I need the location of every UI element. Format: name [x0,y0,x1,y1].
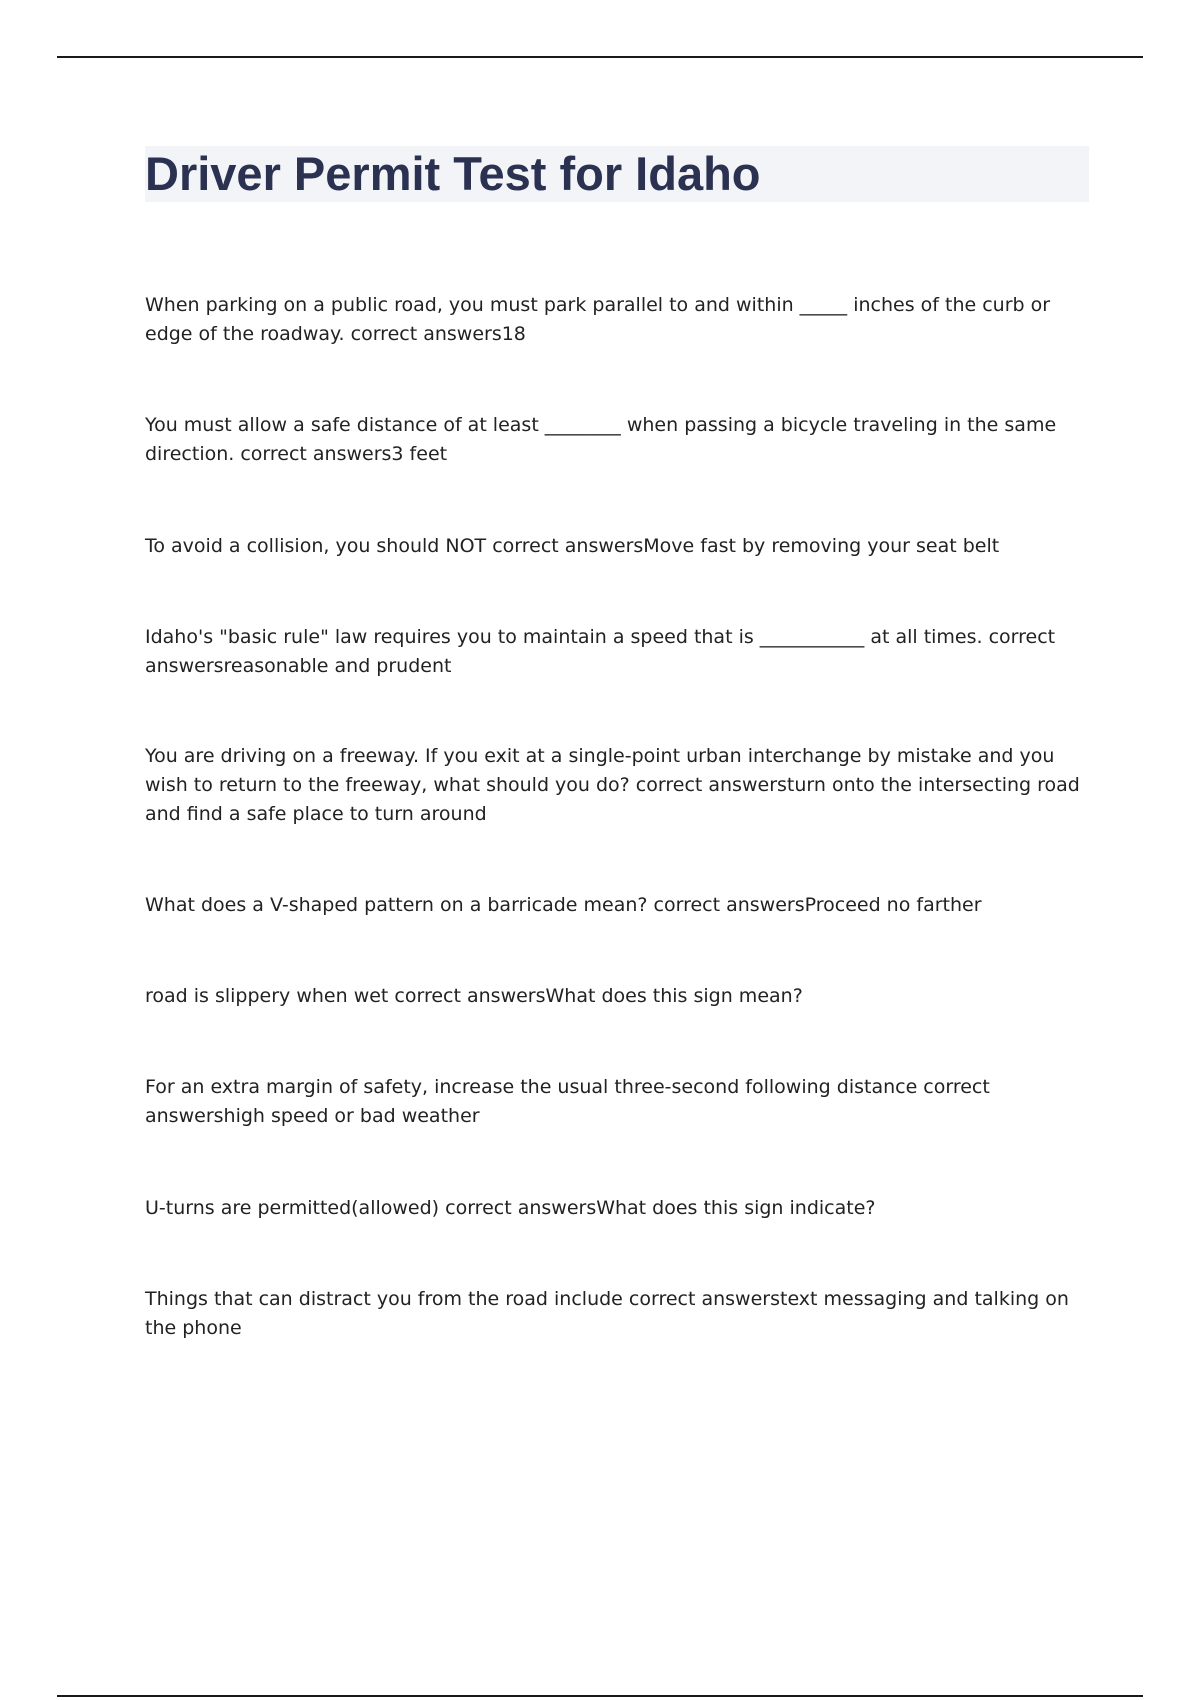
qa-item-3: To avoid a collision, you should NOT correct answersMove fast by removing your seat belt [145,535,1000,557]
qa-item-7: road is slippery when wet correct answersWhat does this sign mean? [145,985,803,1007]
qa-item-5: You are driving on a freeway. If you exit at a single-point urban interchange by mistake and you wish to return to the freeway, what should you do? correct answersturn onto the intersecting road and find a safe place to turn around [145,745,1080,825]
qa-item-9: U-turns are permitted(allowed) correct answersWhat does this sign indicate? [145,1197,876,1219]
bottom-rule [57,1695,1143,1697]
qa-item-8: For an extra margin of safety, increase the usual three-second following distance correct answershigh speed or bad weather [145,1076,990,1127]
qa-item-1: When parking on a public road, you must park parallel to and within _____ inches of the curb or edge of the roadway. correct answers18 [145,294,1051,345]
top-rule [57,56,1143,58]
qa-item-4: Idaho's "basic rule" law requires you to maintain a speed that is ___________ at all times. correct answersreasonable and prudent [145,626,1056,677]
qa-item-10: Things that can distract you from the road include correct answerstext messaging and talking on the phone [145,1288,1069,1339]
page-title: Driver Permit Test for Idaho [145,147,761,200]
qa-item-2: You must allow a safe distance of at least ________ when passing a bicycle traveling in the same direction. correct answers3 feet [145,414,1057,465]
qa-item-6: What does a V-shaped pattern on a barricade mean? correct answersProceed no farther [145,894,982,916]
